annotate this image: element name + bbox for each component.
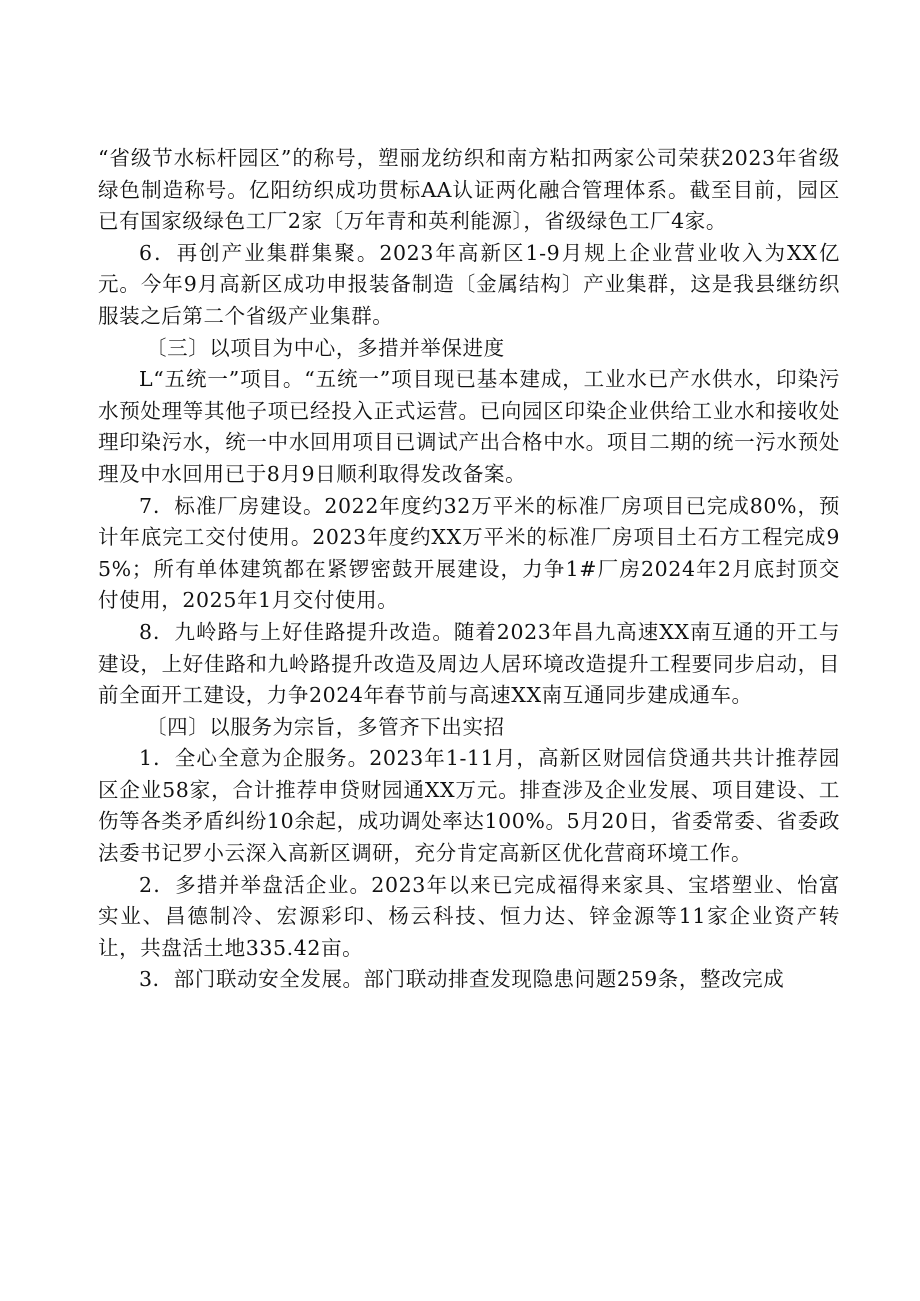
section-heading-services: 〔四〕以服务为宗旨，多管齐下出实招 <box>146 714 505 739</box>
document-body <box>98 143 840 996</box>
paragraph-enterprise-service: 1．全心全意为企服务。2023年1-11月，高新区财园信贷通共共计推荐园区企业58家，合计推荐申贷财园通XX万元。排查涉及企业发展、项目建设、工伤等各类矛盾纠纷10余起，成功调处率达100%。5月20日，省委常委、省委政法委书记罗小云深入高新区调研，充分肯定高新区优化营商环境工作。 <box>98 746 840 866</box>
paragraph-road-upgrade: 8．九岭路与上好佳路提升改造。随着2023年昌九高速XX南互通的开工与建设，上好佳路和九岭路提升改造及周边人居环境改造提升工程要同步启动，目前全面开工建设，力争2024年春节前与高速XX南互通同步建成通车。 <box>98 619 840 708</box>
paragraph-green-factory: “省级节水标杆园区”的称号，塑丽龙纺织和南方粘扣两家公司荣获2023年省级绿色制造称号。亿阳纺织成功贯标AA认证两化融合管理体系。截至目前，园区已有国家级绿色工厂2家〔万年青和英利能源〕，省级绿色工厂4家。 <box>98 146 840 234</box>
section-heading-projects: 〔三〕以项目为中心，多措并举保进度 <box>146 335 505 360</box>
paragraph-five-unified-project: L“五统一”项目。“五统一”项目现已基本建成，工业水已产水供水，印染污水预处理等其他子项已经投入正式运营。已向园区印染企业供给工业水和接收处理印染污水，统一中水回用项目已调试产出合格中水。项目二期的统一污水预处理及中水回用已于8月9日顺利取得发改备案。 <box>98 367 840 486</box>
paragraph-asset-revitalization: 2．多措并举盘活企业。2023年以来已完成福得来家具、宝塔塑业、怡富实业、昌德制冷、宏源彩印、杨云科技、恒力达、锌金源等11家企业资产转让，共盘活土地335.42亩。 <box>98 872 840 960</box>
paragraph-safety-development: 3．部门联动安全发展。部门联动排查发现隐患问题259条，整改完成 <box>139 967 785 992</box>
paragraph-industry-cluster: 6．再创产业集群集聚。2023年高新区1-9月规上企业营业收入为XX亿元。今年9月高新区成功申报装备制造〔金属结构〕产业集群，这是我县继纺织服装之后第二个省级产业集群。 <box>98 240 840 328</box>
paragraph-standard-factory: 7．标准厂房建设。2022年度约32万平米的标准厂房项目已完成80%，预计年底完工交付使用。2023年度约XX万平米的标准厂房项目土石方工程完成95%；所有单体建筑都在紧锣密鼓开展建设，力争1#厂房2024年2月底封顶交付使用，2025年1月交付使用。 <box>98 493 840 613</box>
